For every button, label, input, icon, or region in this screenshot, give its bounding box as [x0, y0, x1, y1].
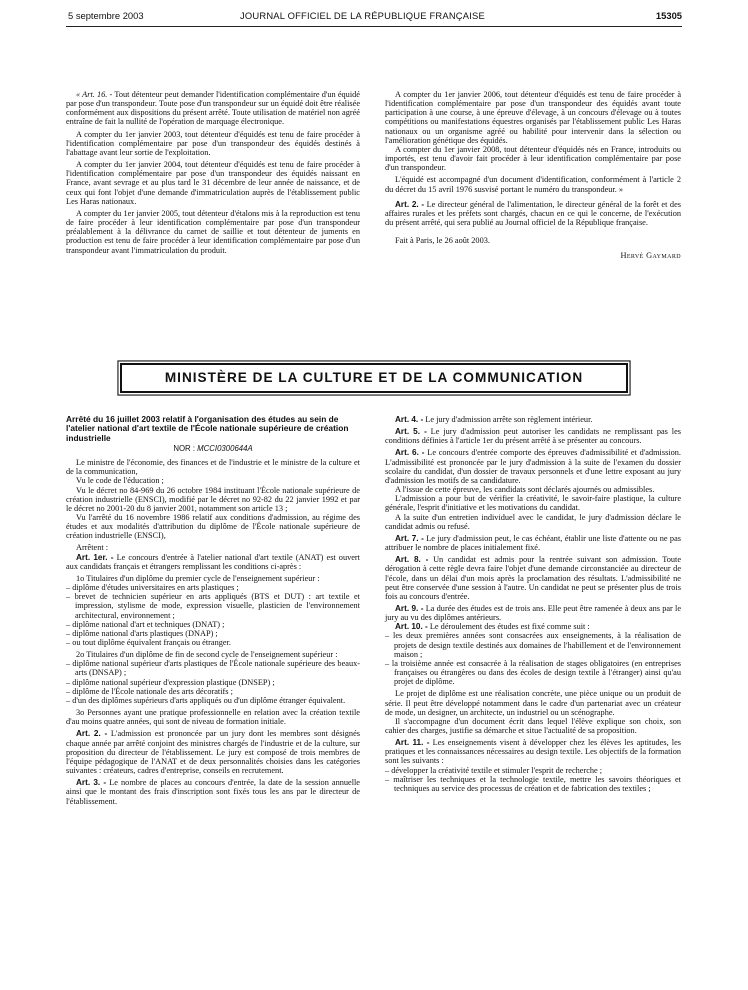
- list-item: – diplôme de l'École nationale des arts décoratifs ;: [66, 686, 233, 696]
- article-3: Art. 3. - Le nombre de places au concours d'entrée, la date de la session annuelle ainsi que le montant des frais d'inscription sont fixés tous les ans par le directeur de l'établissement.: [66, 778, 360, 806]
- list-item: – diplôme national d'art et techniques (DNAT) ;: [66, 619, 225, 629]
- article-7: Art. 7. - Le jury d'admission peut, le cas échéant, établir une liste d'attente ou ne pas attribuer le nombre de places initialement fixé.: [385, 533, 681, 553]
- paragraph: Le ministre de l'économie, des finances et de l'industrie et le ministre de la culture et de la communication,: [66, 458, 360, 477]
- nor-code: MCCI0300644A: [197, 443, 253, 453]
- list-item: – les deux premières années sont consacrées aux enseignements, à la réalisation de projets de design textile destinés aux domaines de l'habillement et de l'environnement maison ;: [385, 631, 681, 659]
- paragraph: L'équidé est accompagné d'un document d'identification, conformément à l'article 2 du décret du 15 avril 1976 susvisé portant le numéro du transpondeur. »: [385, 175, 681, 194]
- ministry-title: MINISTÈRE DE LA CULTURE ET DE LA COMMUNICATION: [164, 370, 584, 385]
- paragraph: A compter du 1er janvier 2006, tout détenteur d'équidés est tenu de faire procéder à l'identification complémentaire par pose d'un transpondeur des équidés avant toute participation à une course, à une épreuve d'élevage, à un concours d'élevage ou à toutes compétitions ou manifestations équestres organisés par l'établissement public Les Haras nationaux ou un organisme agréé ou habilité pour intervenir dans la sélection ou l'amélioration génétique des équidés.: [385, 90, 681, 145]
- signature: Hervé Gaymard: [620, 251, 681, 261]
- paragraph: L'admission a pour but de vérifier la créativité, le savoir-faire plastique, la culture générale, l'esprit d'initiative et les motivations du candidat.: [385, 494, 681, 513]
- condition-1: 1o Titulaires d'un diplôme du premier cycle de l'enseignement supérieur :: [76, 573, 320, 583]
- condition-3: 3o Personnes ayant une pratique professionnelle en relation avec la création textile d'au moins quatre années, qui sont de niveau de formation initiale.: [66, 708, 360, 727]
- article-10: Art. 10. - Le déroulement des études est fixé comme suit :: [395, 622, 590, 632]
- list-item: – ou tout diplôme équivalent français ou étranger.: [66, 638, 231, 648]
- article-11: Art. 11. - Les enseignements visent à développer chez les élèves les aptitudes, les pratiques et les connaissances nécessaires au design textile. Les objectifs de la formation sont les suivants :: [385, 738, 682, 766]
- list-item: – diplôme national d'arts plastiques (DNAP) ;: [66, 628, 218, 638]
- list-item: – diplôme d'études universitaires en arts plastiques ;: [66, 583, 239, 593]
- article-5: Art. 5. - Le jury d'admission peut autoriser les candidats ne remplissant pas les conditions définies à l'article 1er du présent arrêté à se présenter au concours.: [385, 427, 681, 446]
- paragraph: A compter du 1er janvier 2003, tout détenteur d'équidés est tenu de faire procéder à l'identification complémentaire par pose d'un transpondeur des équidés destinés à l'abattage avant leur sortie de l'exploitation.: [66, 129, 360, 157]
- paragraph: « Art. 16. - Tout détenteur peut demander l'identification complémentaire d'un équidé par pose d'un transpondeur. Toute pose d'un transpondeur sur un équidé doit être réalisée conformément aux dispositions du présent arrêté. Toute utilisation de matériel non agréé entraîne de fait la nullité de l'opération de marquage électronique.: [66, 90, 360, 127]
- list-item: – la troisième année est consacrée à la réalisation de stages obligatoires (en entreprises françaises ou étrangères ou dans des écoles de design textile à l'étranger) ainsi qu'au projet de diplôme.: [385, 658, 681, 687]
- article-6: Art. 6. - Le concours d'entrée comporte des épreuves d'admissibilité et d'admission. L'admissibilité est prononcée par le jury d'admission à la suite de l'examen du dossier scolaire du candidat, d'un dossier de travaux personnels et d'une lettre exposant au jury d'admission les motifs de sa candidature.: [385, 448, 681, 485]
- top-right-column: [385, 90, 681, 261]
- paragraph: A compter du 1er janvier 2004, tout détenteur d'équidés est tenu de faire procéder à l'identification complémentaire par pose d'un transpondeur des équidés naissant en France, avant sevrage et au plus tard le 31 décembre de leur année de naissance, et de ceux qui font l'objet d'une demande d'immatriculation auprès de l'établissement public Les Haras nationaux.: [66, 160, 360, 206]
- header-rule: [66, 26, 682, 27]
- paragraph: A la suite d'un entretien individuel avec le candidat, le jury d'admission déclare le candidat admis ou refusé.: [385, 512, 681, 531]
- running-header: [0, 10, 748, 24]
- paragraph: Le projet de diplôme est une réalisation concrète, une pièce unique ou un produit de série. Il peut être développé notamment dans le cadre d'un partenariat avec un créateur de mode, un designer, un architecte, un industriel ou un scénographe.: [385, 689, 681, 717]
- list-item: – d'un des diplômes supérieurs d'arts appliqués ou d'un diplôme étranger équivalent.: [66, 695, 346, 705]
- article-label: « Art. 16. -: [76, 90, 113, 99]
- list-item: – brevet de technicien supérieur en arts appliqués (BTS et DUT) : art textile et impression, stylisme de mode, expression visuelle, plasticien de l'environnement architectural, environnement ;: [66, 592, 360, 620]
- paragraph: A compter du 1er janvier 2005, tout détenteur d'étalons mis à la reproduction est tenu de faire procéder à leur identification complémentaire par pose d'un transpondeur préalablement à la délivrance du carnet de saillie et tout détenteur de juments en production est tenu de faire procéder à leur identification complémentaire par pose d'un transpondeur avant l'immatriculation du produit.: [66, 208, 360, 255]
- paragraph: A l'issue de cette épreuve, les candidats sont déclarés ajournés ou admissibles.: [395, 485, 655, 495]
- list-item: – développer la créativité textile et stimuler l'esprit de recherche ;: [385, 765, 603, 775]
- article-1: Art. 1er. - Le concours d'entrée à l'atelier national d'art textile (ANAT) est ouvert aux candidats français et étrangers remplissant les conditions ci-après :: [66, 552, 360, 571]
- decree-title: Arrêté du 16 juillet 2003 relatif à l'organisation des études au sein de l'atelier national d'art textile de l'École nationale supérieure de création industrielle: [66, 414, 349, 443]
- article-2: Art. 2. - Le directeur général de l'alimentation, le directeur général de la forêt et des affaires rurales et les préfets sont chargés, chacun en ce qui le concerne, de l'exécution du présent arrêté, qui sera publié au Journal officiel de la République française.: [385, 199, 681, 228]
- article-2: Art. 2. - L'admission est prononcée par un jury dont les membres sont désignés chaque année par arrêté conjoint des ministres chargés de l'industrie et de la culture, sur proposition du directeur de l'établissement. Le jury est composé de trois membres de l'équipe pédagogique de l'ANAT et de deux personnalités choisies dans les catégories suivantes : créateurs, cadres d'entreprise, conseils en recrutement.: [66, 729, 360, 776]
- issue-date: 5 septembre 2003: [68, 10, 144, 21]
- paragraph: Vu le décret no 84-969 du 26 octobre 1984 instituant l'École nationale supérieure de création industrielle (ENSCI), modifié par le décret no 92-82 du 22 janvier 1992 et par le décret no 2001-20 du 8 janvier 2001, notamment son article 13 ;: [66, 485, 360, 513]
- article-4: Art. 4. - Le jury d'admission arrête son règlement intérieur.: [395, 415, 593, 424]
- list-item: – diplôme national supérieur d'expression plastique (DNSEP) ;: [66, 677, 275, 687]
- condition-2: 2o Titulaires d'un diplôme de fin de second cycle de l'enseignement supérieur :: [76, 650, 338, 660]
- paragraph: A compter du 1er janvier 2008, tout détenteur d'équidés nés en France, introduits ou importés, est tenu d'avoir fait procéder à leur identification complémentaire par pose d'un transpondeur.: [385, 144, 681, 173]
- top-left-column: [66, 90, 360, 255]
- article-9: Art. 9. - La durée des études est de trois ans. Elle peut être ramenée à deux ans par le jury au vu des diplômes antérieurs.: [385, 603, 681, 623]
- place-date: Fait à Paris, le 26 août 2003.: [395, 236, 490, 246]
- list-item: – diplôme national supérieur d'arts plastiques de l'École nationale supérieure des beaux-arts (DNSAP) ;: [66, 659, 360, 678]
- ministry-banner: [120, 363, 628, 393]
- decree-right-column: [385, 415, 681, 793]
- paragraph: Vu le code de l'éducation ;: [76, 476, 164, 486]
- decree-left-column: [66, 415, 360, 806]
- nor-reference: NOR : MCCI0300644A: [173, 443, 253, 453]
- article-8: Art. 8. - Un candidat est admis pour la rentrée suivant son admission. Toute dérogation à cette règle devra faire l'objet d'une demande circonstanciée au directeur de l'école, dans un délai d'un mois après la proclamation des résultats. L'admissibilité ne peut être conservée d'une session à l'autre. Un candidat ne peut se présenter plus de trois fois au concours d'entrée.: [385, 555, 681, 601]
- page-number: 15305: [655, 10, 682, 21]
- paragraph: Il s'accompagne d'un document écrit dans lequel l'élève explique son choix, son cahier des charges, justifie sa démarche et situe l'actualité de sa proposition.: [385, 716, 681, 735]
- arretent: Arrêtent :: [76, 543, 109, 553]
- list-item: – maîtriser les techniques et la technologie textile, mettre les savoirs théoriques et techniques au service des processus de création et de fabrication des textiles ;: [385, 774, 681, 793]
- journal-title: JOURNAL OFFICIEL DE LA RÉPUBLIQUE FRANÇAISE: [240, 10, 485, 21]
- paragraph: Vu l'arrêté du 16 novembre 1986 relatif aux conditions d'admission, au régime des études et aux modalités d'attribution du diplôme de l'École nationale supérieure de création industrielle (ENSCI),: [66, 512, 360, 541]
